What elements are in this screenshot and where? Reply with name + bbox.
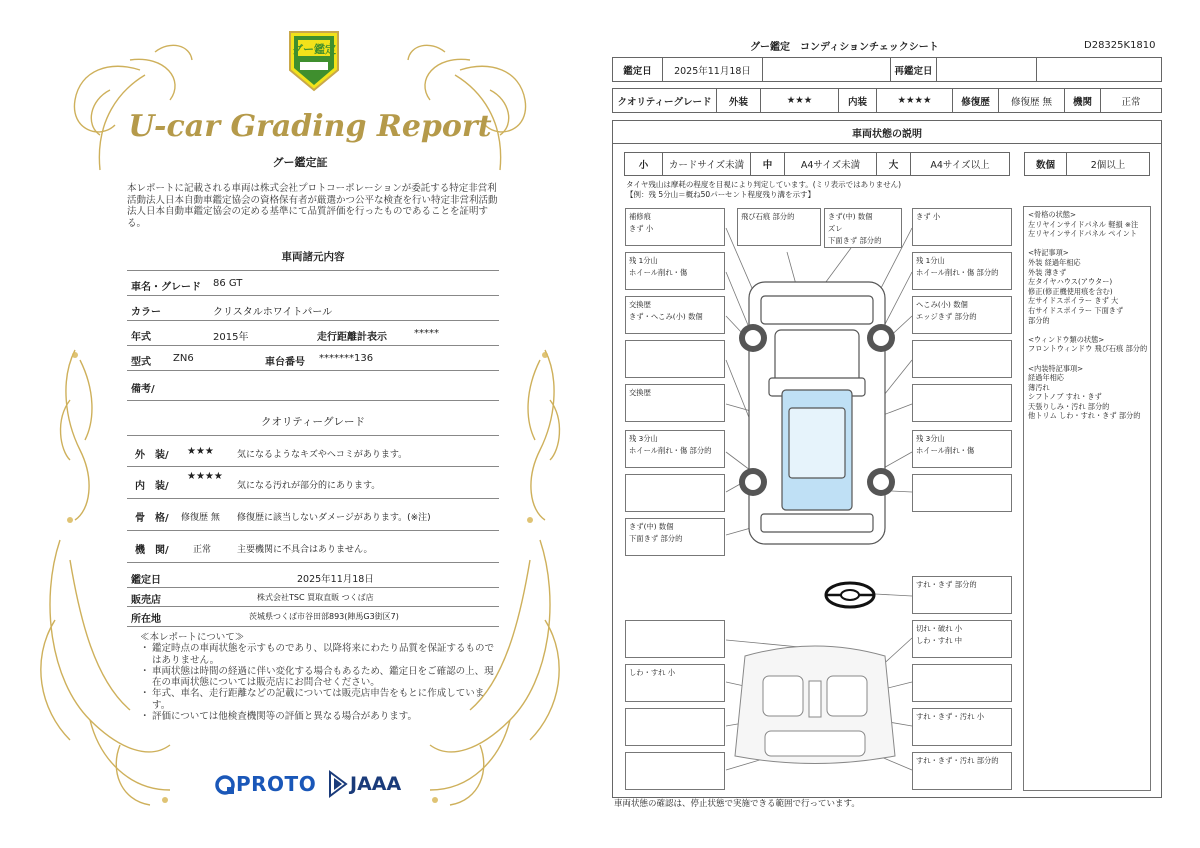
frame-label: 骨 格/ [135, 513, 169, 524]
damage-box-right-rear-panel [912, 384, 1012, 422]
sheet-code: D28325K1810 [1084, 40, 1156, 51]
damage-box-left-front-tire [625, 252, 725, 290]
damage-text: 切れ・破れ 小 [916, 624, 963, 633]
damage-box-right-rear-quarter [912, 474, 1012, 512]
damage-box-right-door [912, 340, 1012, 378]
condition-line: フロントウィンドウ 飛び石痕 部分的 [1028, 344, 1148, 354]
legend-small-desc: カードサイズ未満 [663, 153, 751, 175]
inspection-date-value: 2025年11月18日 [297, 574, 374, 585]
proto-logo-text: PROTO [236, 772, 317, 796]
note-item: ・ 年式、車名、走行距離などの記載については販売店申告をもとに作成しています。 [140, 688, 500, 711]
sheet-title: グー鑑定 コンディションチェックシート [750, 42, 939, 53]
certificate-description: 本レポートに記載される車両は株式会社プロトコーポレーションが委託する特定非営利活動法人日本自動車鑑定協会の資格保有者が厳選かつ公平な検査を行い特定非営利活動法人日本自動車鑑定協会の定める基準にて品質評価を行ったものであることを証明する。 [127, 183, 498, 229]
interior-label: 内装 [839, 89, 877, 112]
damage-text: すれ・きず 部分的 [916, 580, 977, 589]
name-label: 車名・グレード [131, 282, 201, 293]
condition-line: <ウィンドウ類の状態> [1028, 334, 1105, 344]
mileage-value: ***** [414, 328, 439, 339]
reinspect-label: 再鑑定日 [891, 58, 937, 81]
year-label: 年式 [131, 332, 151, 343]
damage-text: へこみ(小) 数個 [916, 300, 968, 309]
damage-text: きず・へこみ(小) 数個 [629, 312, 703, 321]
certificate-heading: グー鑑定証 [272, 156, 328, 169]
damage-box-console [912, 708, 1012, 746]
damage-text: 飛び石痕 部分的 [741, 212, 795, 221]
legend-count: 数個 [1025, 153, 1067, 175]
damage-text: しわ・すれ 小 [629, 668, 676, 677]
date-value: 2025年11月18日 [663, 58, 763, 81]
condition-line: 外装 経過年相応 [1028, 257, 1081, 267]
address-label: 所在地 [131, 614, 161, 625]
legend-small: 小 [625, 153, 663, 175]
damage-box-right-rear-tire [912, 430, 1012, 468]
damage-box-front-glass [737, 208, 821, 246]
damage-text: きず(中) 数個 [629, 522, 674, 531]
legend-large: 大 [877, 153, 911, 175]
damage-text: 下面きず 部分的 [828, 236, 882, 245]
engine-value: 正常 [1121, 96, 1141, 108]
condition-line: 左リヤインサイドパネル ペイント [1028, 229, 1138, 239]
condition-line [1028, 239, 1146, 249]
damage-text: きず 小 [629, 224, 654, 233]
damage-box-rear-bumper [625, 518, 725, 556]
condition-line: 修正(修正機使用痕を含む) [1028, 286, 1113, 296]
damage-text: 補修痕 [629, 212, 651, 221]
condition-line [1028, 354, 1146, 364]
damage-box-front-right [912, 208, 1012, 246]
chassis-label: 車台番号 [265, 357, 305, 368]
damage-text: エッジきず 部分的 [916, 312, 977, 321]
condition-notes-panel [1023, 206, 1151, 791]
condition-line: 天張りしみ・汚れ 部分的 [1028, 401, 1110, 411]
damage-box-left-door-trim [625, 708, 725, 746]
remarks-label: 備考/ [131, 384, 155, 395]
damage-box-right-front-tire [912, 252, 1012, 290]
legend-medium-desc: A4サイズ未満 [785, 153, 877, 175]
car-interior-diagram [725, 636, 905, 776]
damage-text: 残 1分山 [629, 256, 658, 265]
damage-text: 残 1分山 [916, 256, 945, 265]
interior-text: 気になる汚れが部分的にあります。 [237, 481, 381, 491]
damage-text: 残 3分山 [916, 434, 945, 443]
repair-label: 修復歴 [953, 89, 999, 112]
damage-box-rear-seat-left [625, 752, 725, 790]
note-item: ・ 評価については他検査機関等の評価と異なる場合があります。 [140, 711, 500, 722]
condition-line: 経過年相応 [1028, 373, 1064, 383]
damage-box-left-door [625, 340, 725, 378]
damage-text: ホイール削れ・傷 [916, 446, 975, 455]
inspection-date-label: 鑑定日 [131, 575, 161, 586]
condition-line [1028, 325, 1146, 335]
damage-box-right-door-trim [912, 664, 1012, 702]
damage-text: しわ・すれ 中 [916, 636, 963, 645]
condition-line: <内装特記事項> [1028, 363, 1084, 373]
damage-text: 残 3分山 [629, 434, 658, 443]
engine-label: 機関 [1065, 89, 1101, 112]
damage-box-left-rear-panel [625, 384, 725, 422]
damage-text: ホイール削れ・傷 部分的 [916, 268, 999, 277]
damage-box-rear-seat-right [912, 752, 1012, 790]
condition-line: 右サイドスポイラー 下面きず [1028, 305, 1124, 315]
quality-section-title: クオリティーグレード [261, 416, 365, 428]
damage-text: きず 小 [916, 212, 941, 221]
legend-large-desc: A4サイズ以上 [930, 160, 990, 171]
damage-box-front-left [625, 208, 725, 246]
exterior-label: 外装 [717, 89, 761, 112]
damage-text: すれ・きず・汚れ 小 [916, 712, 984, 721]
condition-line: 部分的 [1028, 315, 1050, 325]
frame-text: 修復歴に該当しないダメージがあります。(※注) [237, 513, 431, 523]
engine-label: 機 関/ [135, 545, 169, 556]
legend-medium: 中 [751, 153, 785, 175]
condition-line: 左サイドスポイラー きず 大 [1028, 296, 1119, 306]
note-item: ・ 車両状態は時間の経過に伴い変化する場合もあるため、鑑定日をご確認の上、現在の車両状態については販売店にお問合せください。 [140, 666, 500, 689]
steering-wheel-icon [822, 580, 878, 610]
interior-label: 内 装/ [135, 481, 169, 492]
note-item: ・ 鑑定時点の車両状態を示すものであり、以降将来にわたり品質を保証するものではありません。 [140, 643, 500, 666]
condition-line: シフトノブ すれ・きず [1028, 392, 1102, 402]
quality-label: クオリティーグレード [613, 89, 717, 112]
condition-line: 他トリム しわ・すれ・きず 部分的 [1028, 411, 1141, 421]
year-value: 2015年 [213, 332, 249, 343]
dealer-value: 株式会社TSC 買取直販 つくば店 [257, 593, 374, 602]
damage-text: ズレ [828, 224, 843, 233]
interior-stars: ★★★★ [187, 471, 223, 482]
damage-box-passenger-seat [625, 664, 725, 702]
condition-line: 左タイヤハウス(アウター) [1028, 277, 1113, 287]
model-label: 型式 [131, 357, 151, 368]
damage-text: ホイール削れ・傷 部分的 [629, 446, 712, 455]
script-title: U-car Grading Report [128, 109, 492, 144]
repair-value: 修復歴 無 [999, 89, 1065, 112]
address-value: 茨城県つくば市谷田部893(陣馬G3街区7) [249, 612, 399, 621]
engine-value: 正常 [193, 545, 212, 555]
damage-box-right-fender [912, 296, 1012, 334]
tire-note-line: タイヤ残山は摩耗の程度を目視により判定しています。(ミリ表示ではありません) [626, 180, 902, 189]
car-top-view-diagram [727, 278, 907, 550]
spec-section-title: 車両諸元内容 [281, 251, 345, 263]
model-value: ZN6 [173, 353, 194, 364]
damage-text: 交換歴 [629, 300, 651, 309]
damage-box-left-fender [625, 296, 725, 334]
mileage-label: 走行距離計表示 [317, 332, 387, 343]
damage-text: すれ・きず・汚れ 部分的 [916, 756, 999, 765]
footer-note: 車両状態の確認は、停止状態で実施できる範囲で行っています。 [614, 799, 860, 809]
notes-title: ≪本レポートについて≫ [140, 632, 245, 643]
damage-box-left-rear-tire [625, 430, 725, 468]
legend-count-desc: 2個以上 [1090, 160, 1126, 171]
condition-line: 左リヤインサイドパネル 軽損 ※注 [1028, 219, 1139, 229]
interior-stars: ★★★★ [877, 89, 953, 112]
frame-value: 修復歴 無 [181, 513, 220, 523]
damage-text: きず(中) 数個 [828, 212, 873, 221]
engine-text: 主要機関に不具合はありません。 [237, 545, 373, 555]
date-label: 鑑定日 [613, 58, 663, 81]
chassis-value: *******136 [319, 353, 374, 364]
damage-box-dashboard [625, 620, 725, 658]
exterior-text: 気になるようなキズやヘコミがあります。 [237, 450, 408, 460]
condition-line: 薄汚れ [1028, 382, 1050, 392]
damage-box-steering [912, 576, 1012, 614]
panel-title: 車両状態の説明 [612, 120, 1162, 144]
damage-box-left-rear-quarter [625, 474, 725, 512]
tire-note-line: 【例：残 5分山＝概ね50パーセント程度残り溝を示す】 [626, 189, 816, 199]
damage-box-front-center [824, 208, 902, 248]
badge-text: グー鑑定 [292, 43, 336, 56]
exterior-stars: ★★★ [187, 446, 214, 457]
damage-box-driver-seat [912, 620, 1012, 658]
exterior-label: 外 装/ [135, 450, 169, 461]
color-label: カラー [131, 307, 161, 318]
condition-line: <骨格の状態> [1028, 210, 1076, 219]
exterior-stars: ★★★ [761, 89, 839, 112]
jaaa-logo-text: JAAA [350, 773, 402, 795]
damage-text: 下面きず 部分的 [629, 534, 683, 543]
damage-text: 交換歴 [629, 388, 651, 397]
damage-text: ホイール削れ・傷 [629, 268, 688, 277]
condition-line: <特記事項> [1028, 248, 1069, 258]
dealer-label: 販売店 [131, 595, 161, 606]
name-value: 86 GT [213, 278, 243, 289]
condition-line: 外装 薄きず [1028, 267, 1067, 277]
color-value: クリスタルホワイトパール [213, 307, 333, 318]
